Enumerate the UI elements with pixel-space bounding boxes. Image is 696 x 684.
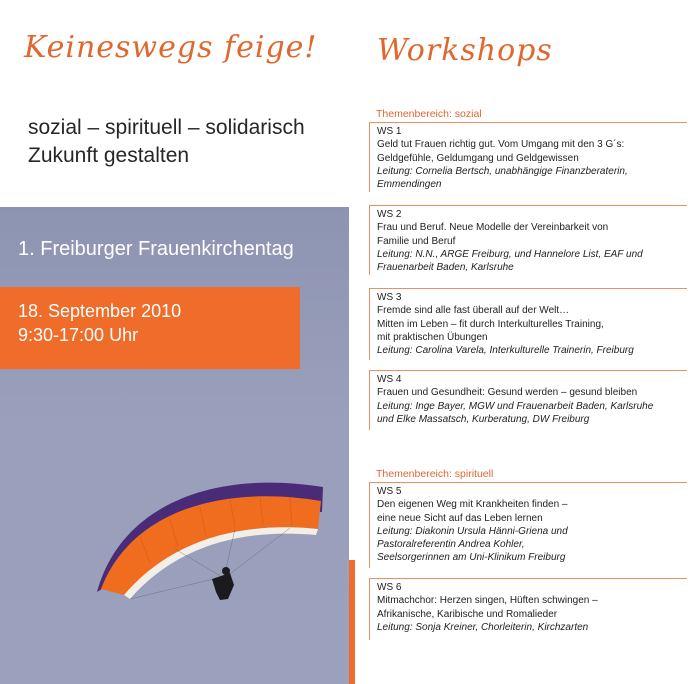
workshop-number: WS 2 bbox=[377, 209, 402, 220]
workshop-line: Frau und Beruf. Neue Modelle der Vereinbarkeit von bbox=[377, 222, 609, 234]
workshop-line: Mitmachchor: Herzen singen, Hüften schwingen – bbox=[377, 595, 598, 607]
theme-spiritual-label: Themenbereich: spirituell bbox=[376, 468, 494, 480]
workshop-leader: Leitung: Carolina Varela, Interkulturelle Trainerin, Freiburg bbox=[377, 345, 634, 357]
workshop-number: WS 4 bbox=[377, 374, 402, 385]
workshop-leader: Leitung: Inge Bayer, MGW und Frauenarbeit Baden, Karlsruhe bbox=[377, 400, 654, 412]
paraglider-photo bbox=[0, 207, 349, 684]
workshop-ws1 bbox=[369, 122, 687, 192]
workshop-line: Fremde sind alle fast überall auf der Welt… bbox=[377, 305, 570, 317]
workshop-ws2 bbox=[369, 205, 687, 275]
workshop-number: WS 1 bbox=[377, 126, 402, 137]
workshop-line: mit praktischen Übungen bbox=[377, 331, 488, 343]
workshop-number: WS 3 bbox=[377, 292, 402, 303]
event-time: 9:30-17:00 Uhr bbox=[18, 325, 139, 345]
workshop-leader: Pastoralreferentin Andrea Kohler, bbox=[377, 539, 525, 551]
workshop-line: Geld tut Frauen richtig gut. Vom Umgang mit den 3 G´s: bbox=[377, 139, 625, 151]
event-title: 1. Freiburger Frauenkirchentag bbox=[18, 238, 294, 260]
workshop-leader: Leitung: Sonja Kreiner, Chorleiterin, Kirchzarten bbox=[377, 621, 589, 633]
workshop-leader: Emmendingen bbox=[377, 179, 442, 191]
workshop-leader: Leitung: Cornelia Bertsch, unabhängige Finanzberaterin, bbox=[377, 165, 628, 177]
workshop-line: eine neue Sicht auf das Leben lernen bbox=[377, 512, 543, 524]
event-date: 18. September 2010 bbox=[18, 301, 182, 321]
workshop-ws6 bbox=[369, 578, 687, 640]
workshop-number: WS 6 bbox=[377, 582, 402, 593]
workshop-leader: Leitung: Diakonin Ursula Hänni-Griena und bbox=[377, 525, 568, 537]
workshop-ws5 bbox=[369, 482, 687, 568]
subtitle-line-2: Zukunft gestalten bbox=[28, 144, 190, 167]
workshop-number: WS 5 bbox=[377, 486, 402, 497]
workshop-ws3 bbox=[369, 288, 687, 360]
script-title: Keineswegs feige! bbox=[24, 30, 318, 65]
subtitle bbox=[28, 114, 348, 170]
workshop-leader: und Elke Massatsch, Kurberatung, DW Freiburg bbox=[377, 413, 590, 425]
workshop-leader: Frauenarbeit Baden, Karlsruhe bbox=[377, 262, 514, 274]
workshops-title: Workshops bbox=[377, 33, 553, 68]
workshop-line: Frauen und Gesundheit: Gesund werden – gesund bleiben bbox=[377, 387, 638, 399]
workshop-line: Afrikanische, Karibische und Romalieder bbox=[377, 608, 558, 620]
subtitle-line-1: sozial – spirituell – solidarisch bbox=[28, 116, 305, 139]
workshop-line: Geldgefühle, Geldumgang und Geldgewissen bbox=[377, 152, 579, 164]
workshop-leader: Seelsorgerinnen am Uni-Klinikum Freiburg bbox=[377, 552, 566, 564]
workshop-ws4 bbox=[369, 370, 687, 430]
theme-social-label: Themenbereich: sozial bbox=[376, 108, 482, 120]
paraglider-icon bbox=[0, 207, 349, 684]
workshop-line: Den eigenen Weg mit Krankheiten finden – bbox=[377, 499, 568, 511]
workshop-line: Mitten im Leben – fit durch Interkulturelles Training, bbox=[377, 318, 604, 330]
workshop-leader: Leitung: N.N., ARGE Freiburg, und Hannelore List, EAF und bbox=[377, 248, 643, 260]
workshop-line: Familie und Beruf bbox=[377, 235, 456, 247]
workshops-panel bbox=[355, 0, 696, 684]
